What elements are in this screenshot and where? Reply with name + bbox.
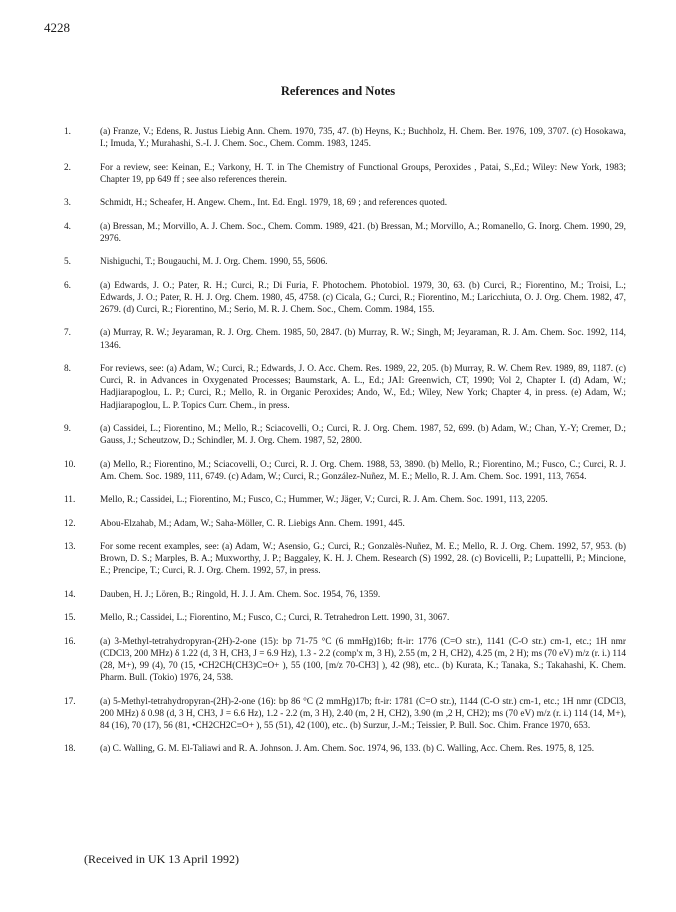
reference-number: 18.: [64, 744, 76, 755]
reference-text: Schmidt, H.; Scheafer, H. Angew. Chem., Int. Ed. Engl. 1979, 18, 69 ; and references quoted.: [100, 198, 448, 209]
reference-text: (a) C. Walling, G. M. El-Taliawi and R. A. Johnson. J. Am. Chem. Soc. 1974, 96, 133. (b) C. Walling, Acc. Chem. Res. 1975, 8, 125.: [100, 744, 595, 755]
reference-item: [0, 612, 676, 624]
reference-number: 15.: [64, 613, 76, 624]
reference-item: [0, 589, 676, 601]
reference-item: [0, 743, 676, 755]
reference-text: Mello, R.; Cassidei, L.; Fiorentino, M.; Fusco, C.; Curci, R. Tetrahedron Lett. 1990, 31, 3067.: [100, 613, 450, 624]
reference-text: (a) 5-Methyl-tetrahydropyran-(2H)-2-one (16): bp 86 °C (2 mmHg)17b; ft-ir: 1781 (C=O str.), 1144 (C-O str.) cm-1, etc.; 1H nmr (CDCl3, 200 MHz) δ 0.98 (d, 3 H, CH3, J = 6.6 Hz), 1.2 - 2.2 (m, 3 H), 2.40 (m, 2 H, CH2), 3.90 (m ,2 H, CH2); ms (70 eV) m/z (r. i.) 114 (14, M+), 84 (16), 70 (17), 56 (81, •CH2CH2C≡O+ ), 55 (51), 42 (100), etc.. (b) Surzur, J.-M.; Teissier, P. Bull. Soc. Chim. France 1970, 653.: [100, 696, 626, 731]
reference-item: [0, 327, 676, 351]
reference-item: [0, 162, 676, 186]
reference-item: [0, 256, 676, 268]
reference-number: 14.: [64, 589, 76, 600]
reference-number: 9.: [64, 423, 71, 434]
reference-text: (a) Edwards, J. O.; Pater, R. H.; Curci, R.; Di Furia, F. Photochem. Photobiol. 1979, 30, 63. (b) Curci, R.; Fiorentino, M.; Troisi, L.; Edwards, J. O.; Pater, R. H. J. Org. Chem. 1980, 45, 4758. (c) Cicala, G.; Curci, R.; Fiorentino, M.; Laricchiuta, O. J. Org. Chem. 1982, 47, 2679. (d) Curci, R.; Fiorentino, M.; Serio, M. R. J. Chem. Soc., Chem. Comm. 1984, 155.: [100, 280, 626, 315]
reference-number: 4.: [64, 221, 71, 232]
reference-number: 13.: [64, 541, 76, 552]
reference-text: (a) 3-Methyl-tetrahydropyran-(2H)-2-one (15): bp 71-75 °C (6 mmHg)16b; ft-ir: 1776 (C=O str.), 1141 (C-O str.) cm-1, etc.; 1H nmr (CDCl3, 200 MHz) δ 1.22 (d, 3 H, CH3, J = 6.9 Hz), 1.3 - 2.2 (comp'x m, 3 H), 2.55 (m, 2 H, CH2), 4.25 (m, 2 H); ms (70 eV) m/z (r. i.) 114 (28, M+), 99 (4), 70 (15, •CH2CH(CH3)C≡O+ ), 55 (100, [m/z 70-CH3] ), 42 (98), etc.. (b) Kurata, K.; Tanaka, S.; Takahashi, K. Chem. Pharm. Bull. (Tokio) 1976, 24, 538.: [100, 636, 626, 684]
reference-number: 16.: [64, 636, 76, 647]
reference-text: (a) Mello, R.; Fiorentino, M.; Sciacovelli, O.; Curci, R. J. Org. Chem. 1988, 53, 3890. (b) Mello, R.; Fiorentino, M.; Fusco, C.; Curci, R. J. Am. Chem. Soc. 1989, 111, 6749. (c) Adam, W.; Curci, R.; González-Nuñez, M. E.; Mello, R. J. Am. Chem. Soc. 1991, 113, 7654.: [100, 459, 626, 482]
reference-text: (a) Bressan, M.; Morvillo, A. J. Chem. Soc., Chem. Comm. 1989, 421. (b) Bressan, M.; Morvillo, A.; Romanello, G. Inorg. Chem. 1990, 29, 2976.: [100, 221, 626, 244]
reference-text: (a) Franze, V.; Edens, R. Justus Liebig Ann. Chem. 1970, 735, 47. (b) Heyns, K.; Buchholz, H. Chem. Ber. 1976, 109, 3707. (c) Hosokawa, I.; Imuda, Y.; Murahashi, S.-I. J. Chem. Soc., Chem. Comm. 1983, 1245.: [100, 127, 626, 150]
received-date: (Received in UK 13 April 1992): [84, 852, 239, 866]
reference-text: Mello, R.; Cassidei, L.; Fiorentino, M.; Fusco, C.; Hummer, W.; Jäger, V.; Curci, R. J. Am. Chem. Soc. 1991, 113, 2205.: [100, 495, 548, 506]
page-number: 4228: [44, 20, 70, 35]
reference-text: For a review, see: Keinan, E.; Varkony, H. T. in The Chemistry of Functional Groups, Peroxides , Patai, S.,Ed.; Wiley: New York, 1983; Chapter 19, pp 649 ff ; see also references therein.: [100, 162, 626, 185]
reference-item: [0, 696, 676, 733]
reference-text: Nishiguchi, T.; Bougauchi, M. J. Org. Chem. 1990, 55, 5606.: [100, 257, 328, 268]
section-title: References and Notes: [280, 84, 396, 98]
reference-number: 1.: [64, 127, 71, 137]
reference-number: 3.: [64, 198, 71, 209]
reference-item: [0, 541, 676, 578]
reference-number: 5.: [64, 257, 71, 268]
reference-number: 2.: [64, 162, 71, 173]
reference-number: 11.: [64, 495, 76, 506]
reference-text: Dauben, H. J.; Lören, B.; Ringold, H. J. J. Am. Chem. Soc. 1954, 76, 1359.: [100, 589, 381, 600]
reference-number: 8.: [64, 363, 71, 374]
reference-text: For some recent examples, see: (a) Adam, W.; Asensio, G.; Curci, R.; Gonzalès-Nuñez, M. E.; Mello, R. J. Org. Chem. 1992, 57, 953. (b) Brown, D. S.; Marples, B. A.; Muxworthy, J. P.; Baggaley, K. H. J. Chem. Research (S) 1992, 28. (c) Bovicelli, P.; Lupattelli, P.; Mincione, E.; Prencipe, T.; Curci, R. J. Org. Chem. 1992, 57, in press.: [100, 541, 626, 577]
reference-list: [0, 126, 676, 767]
reference-item: [0, 126, 676, 150]
reference-number: 10.: [64, 459, 76, 470]
reference-item: [0, 423, 676, 447]
reference-number: 12.: [64, 518, 76, 529]
reference-item: [0, 363, 676, 412]
reference-item: [0, 636, 676, 685]
reference-text: (a) Murray, R. W.; Jeyaraman, R. J. Org. Chem. 1985, 50, 2847. (b) Murray, R. W.; Singh, M; Jeyaraman, R. J. Am. Chem. Soc. 1992, 114, 1346.: [100, 328, 626, 351]
reference-text: Abou-Elzahab, M.; Adam, W.; Saha-Möller, C. R. Liebigs Ann. Chem. 1991, 445.: [100, 518, 405, 529]
reference-number: 7.: [64, 328, 71, 339]
reference-item: [0, 221, 676, 245]
reference-item: [0, 459, 676, 483]
reference-item: [0, 197, 676, 209]
reference-text: For reviews, see: (a) Adam, W.; Curci, R.; Edwards, J. O. Acc. Chem. Res. 1989, 22, 205. (b) Murray, R. W. Chem Rev. 1989, 89, 1187. (c) Curci, R. in Advances in Oxygenated Processes; Baumstark, A. L., Ed.; JAI: Greenwich, CT, 1990; Vol 2, Chapter I. (d) Adam, W.; Hadjiarapoglou, L. P.; Curci, R.; Mello, R. in Organic Peroxides; Ando, W., Ed.; Wiley, New York; Chapter 4, in press. (e) Adam, W.; Hadjiarapoglou, L. P. Topics Curr. Chem., in press.: [100, 363, 626, 411]
reference-item: [0, 518, 676, 530]
reference-number: 17.: [64, 696, 76, 707]
reference-text: (a) Cassidei, L.; Fiorentino, M.; Mello, R.; Sciacovelli, O.; Curci, R. J. Org. Chem. 1987, 52, 699. (b) Adam, W.; Chan, Y.-Y; Cremer, D.; Gauss, J.; Scheutzow, D.; Schindler, M. J. Org. Chem. 1987, 52, 2800.: [100, 423, 626, 447]
reference-number: 6.: [64, 280, 71, 291]
reference-item: [0, 494, 676, 506]
reference-item: [0, 280, 676, 317]
